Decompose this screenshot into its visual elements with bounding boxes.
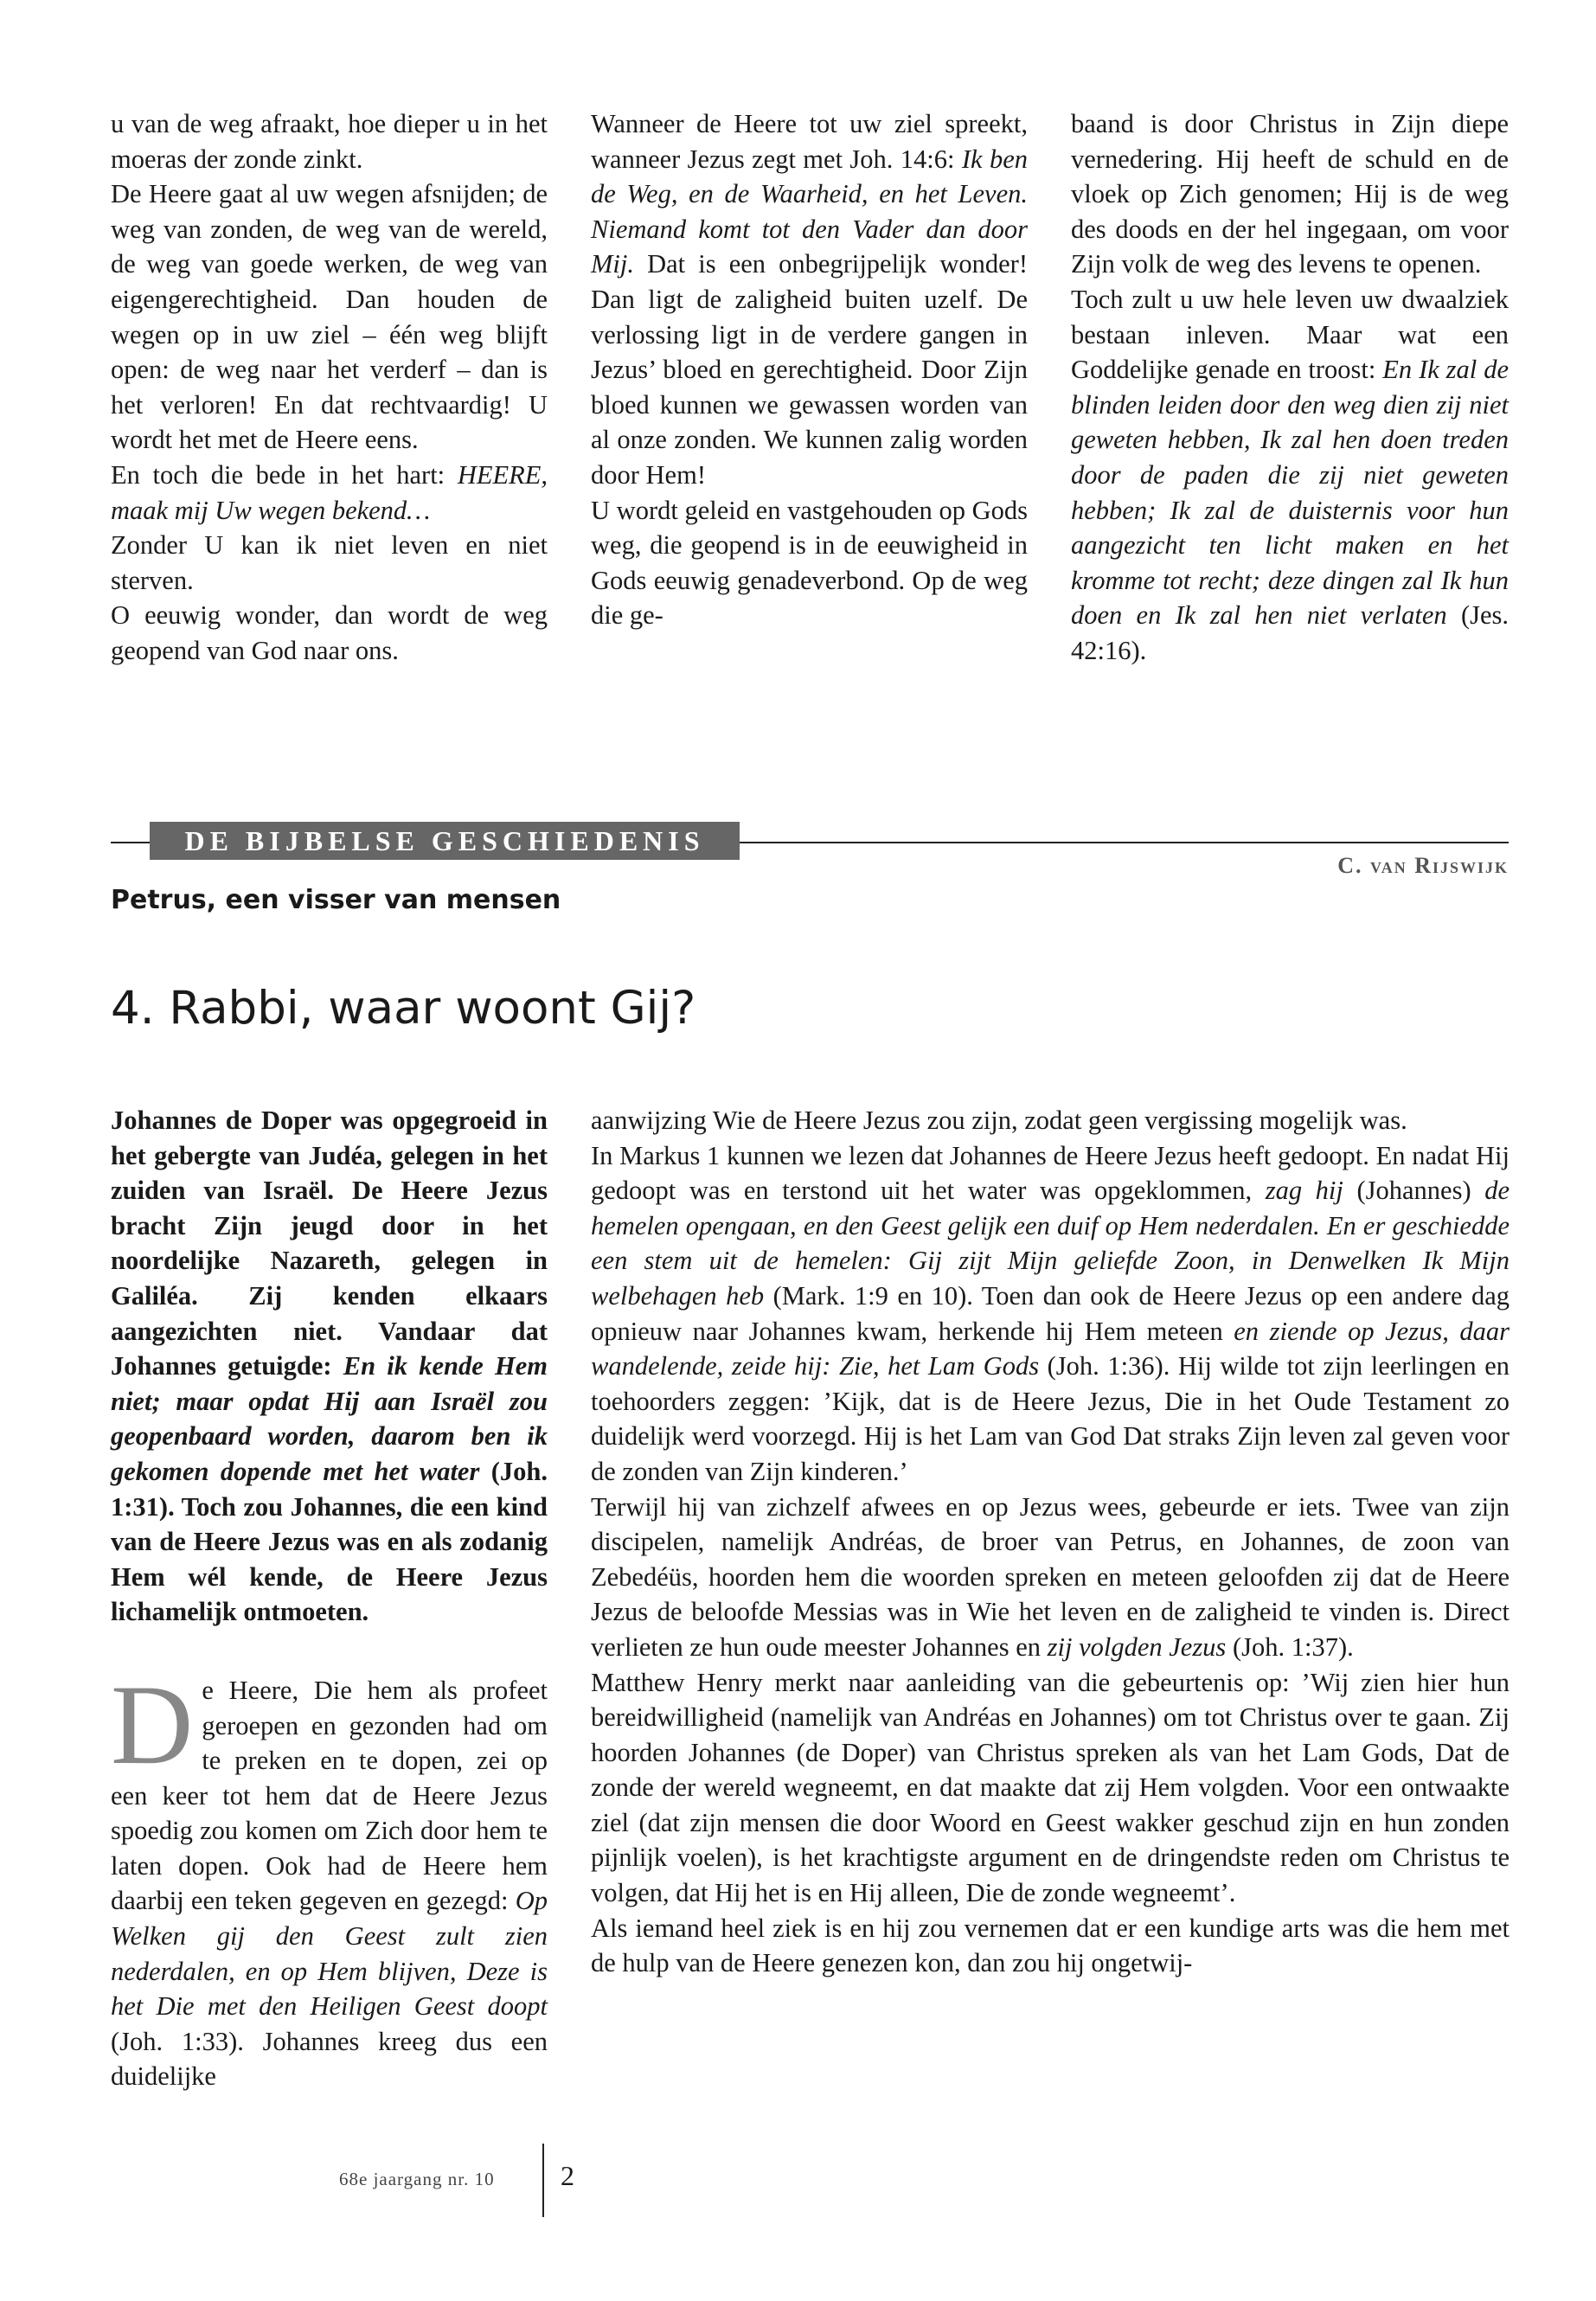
body-text: U wordt geleid en vastgehouden op Gods weg, die geopend is in de eeuwigheid in Gods eeuwig genadeverbond. Op de weg die ge- (591, 495, 1028, 631)
paragraph (111, 598, 548, 668)
top-column-3 (1071, 106, 1509, 669)
article-right-column (591, 1103, 1509, 1981)
body-text: Als iemand heel ziek is en hij zou vernemen dat er een kundige arts was die hem met de hulp van de Heere genezen kon, dan zou hij ongetwij- (591, 1913, 1509, 1978)
body-text: baand is door Christus in Zijn diepe vernedering. Hij heeft de schuld en de vloek op Zich genomen; Hij is de weg des doods en der hel ingegaan, om voor Zijn volk de weg des levens te openen. (1071, 109, 1509, 279)
body-text: (Joh. 1:31). Toch zou Johannes, die een kind van de Heere Jezus was en als zodanig Hem wél kende, de Heere Jezus lichamelijk ontmoeten. (111, 1456, 548, 1627)
article-title: 4. Rabbi, waar woont Gij? (111, 982, 696, 1035)
body-text: (Jes. 42:16). (1071, 600, 1509, 665)
body-text: aanwijzing Wie de Heere Jezus zou zijn, zodat geen vergissing mogelijk was. (591, 1106, 1407, 1135)
quote-text: Op Welken gij den Geest zult zien nederdalen, en op Hem blijven, Deze is het Die met den Heiligen Geest doopt (111, 1886, 548, 2022)
body-text: Toch zult u uw hele leven uw dwaalziek bestaan inleven. Maar wat een Goddelijke genade en troost: (1071, 284, 1509, 385)
paragraph (111, 528, 548, 598)
quote-text: zij volgden Jezus (1047, 1631, 1227, 1662)
article-paragraph (111, 1660, 548, 2094)
article-subtitle: Petrus, een visser van mensen (111, 885, 561, 915)
footer-divider (542, 2144, 544, 2217)
top-column-2 (591, 106, 1028, 633)
article-left-column (111, 1103, 548, 2094)
paragraph (111, 1103, 548, 1630)
paragraph (591, 106, 1028, 493)
body-text: (Joh. 1:33). Johannes kreeg dus een duidelijke (111, 2026, 548, 2092)
article-intro (111, 1103, 548, 1630)
issue-info: 68e jaargang nr. 10 (339, 2169, 495, 2189)
section-rule-right (740, 842, 1509, 843)
body-text: In Markus 1 kunnen we lezen dat Johannes de Heere Jezus heeft gedoopt. En nadat Hij gedoopt was en terstond uit het water was opgeklommen, (591, 1140, 1509, 1206)
quote-text: zag hij (1265, 1176, 1343, 1206)
quote-text: HEERE, maak mij Uw wegen bekend… (111, 459, 548, 525)
body-text: Johannes de Doper was opgegroeid in het gebergte van Judéa, gelegen in het zuiden van Israël. De Heere Jezus bracht Zijn jeugd door in het noordelijke Nazareth, gelegen in Galiléa. Zij kenden elkaars aangezichten niet. Vandaar dat Johannes getuigde: (111, 1106, 548, 1381)
body-text: Wanneer de Heere tot uw ziel spreekt, wanneer Jezus zegt met Joh. 14:6: (591, 109, 1028, 174)
body-text: (Mark. 1:9 en 10). Toen dan ook de Heere Jezus op een andere dag opnieuw naar Johannes kwam, herkende hij Hem meteen (591, 1280, 1509, 1346)
body-text: (Joh. 1:37). (1226, 1631, 1354, 1662)
section-banner: DE BIJBELSE GESCHIEDENIS (150, 822, 740, 860)
quote-text: En Ik zal de blinden leiden door den weg dien zij niet geweten hebben, Ik zal hen doen treden door de paden die zij niet geweten hebben; Ik zal de duisternis voor hun aangezicht ten licht maken en het kromme tot recht; deze dingen zal Ik hun doen en Ik zal hen niet verlaten (1071, 355, 1509, 631)
quote-text: Ik ben de Weg, en de Waarheid, en het Leven. Niemand komt tot den Vader dan door Mij. (591, 144, 1028, 279)
paragraph (111, 458, 548, 528)
body-text: (Johannes) (1343, 1176, 1485, 1206)
drop-cap: D (111, 1660, 194, 1788)
body-text: (Joh. 1:36). Hij wilde tot zijn leerlingen en toehoorders zeggen: ’Kijk, dat is de Heere Jezus, Die in het Oude Testament zo duidelijk werd voorzegd. Hij is het Lam van God Dat straks Zijn leven zal geven voor de zonden van Zijn kinderen.’ (591, 1351, 1509, 1486)
paragraph (111, 176, 548, 458)
paragraph (591, 1665, 1509, 1911)
body-text: Terwijl hij van zichzelf afwees en op Jezus wees, gebeurde er iets. Twee van zijn discipelen, namelijk Andréas, de broer van Petrus, en Johannes, de zoon van Zebedéüs, hoorden hem die woorden spreken en meteen geloofden zij dat de Heere Jezus de beloofde Messias was in Wie het leven en de zaligheid te vinden is. Direct verlieten ze hun oude meester Johannes en (591, 1491, 1509, 1662)
section-rule-left (111, 842, 150, 843)
body-text: u van de weg afraakt, hoe dieper u in het moeras der zonde zinkt. (111, 109, 548, 174)
paragraph (111, 106, 548, 176)
paragraph (1071, 106, 1509, 282)
body-text: En toch die bede in het hart: (111, 459, 458, 490)
paragraph (591, 1490, 1509, 1665)
paragraph (1071, 282, 1509, 669)
quote-text: en ziende op Jezus, daar wandelende, zeide hij: Zie, het Lam Gods (591, 1316, 1510, 1381)
body-text: Dat is een onbegrijpelijk wonder! Dan ligt de zaligheid buiten uzelf. De verlossing ligt in de verdere gangen in Jezus’ bloed en gerechtigheid. Door Zijn bloed kunnen we gewassen worden van al onze zonden. We kunnen zalig worden door Hem! (591, 249, 1028, 490)
body-text: De Heere gaat al uw wegen afsnijden; de weg van zonden, de weg van de wereld, de weg van goede werken, de weg van eigengerechtigheid. Dan houden de wegen op in uw ziel – één weg blijft open: de weg naar het verderf – dan is het verloren! En dat rechtvaardig! U wordt het met de Heere eens. (111, 179, 548, 455)
page-number: 2 (561, 2160, 574, 2191)
quote-text: En ik kende Hem niet; maar opdat Hij aan Israël zou geopenbaard worden, daarom ben ik gekomen dopende met het water (111, 1351, 548, 1486)
body-text: O eeuwig wonder, dan wordt de weg geopend van God naar ons. (111, 600, 548, 665)
paragraph (591, 493, 1028, 633)
paragraph (591, 1911, 1509, 1981)
body-text: Zonder U kan ik niet leven en niet sterven. (111, 530, 548, 595)
author-name: C. van Rijswijk (1337, 853, 1509, 878)
body-text: Matthew Henry merkt naar aanleiding van die gebeurtenis op: ’Wij zien hier hun bereidwilligheid (namelijk van Andréas en Johannes) om tot Christus over te gaan. Zij hoorden Johannes (de Doper) van Christus spreken als van het Lam Gods, Dat de zonde der wereld wegneemt, en dat maakte dat zij Hem volgden. Voor een ontwaakte ziel (dat zijn mensen die door Woord en Geest wakker geschud zijn en hun zonden pijnlijk voelen), is het krachtigste argument en de dringendste reden om Christus te volgen, dat Hij het is en Hij alleen, Die de zonde wegneemt’. (591, 1667, 1509, 1908)
paragraph (591, 1103, 1509, 1138)
top-column-1 (111, 106, 548, 669)
paragraph (591, 1138, 1509, 1490)
quote-text: de hemelen opengaan, en den Geest gelijk een duif op Hem nederdalen. En er geschiedde een stem uit de hemelen: Gij zijt Mijn geliefde Zoon, in Denwelken Ik Mijn welbehagen heb (591, 1176, 1509, 1311)
body-text: e Heere, Die hem als profeet geroepen en gezonden had om te preken en te dopen, zei op een keer tot hem dat de Heere Jezus spoedig zou komen om Zich door hem te laten dopen. Ook had de Heere hem daarbij een teken gegeven en gezegd: (111, 1675, 548, 1916)
